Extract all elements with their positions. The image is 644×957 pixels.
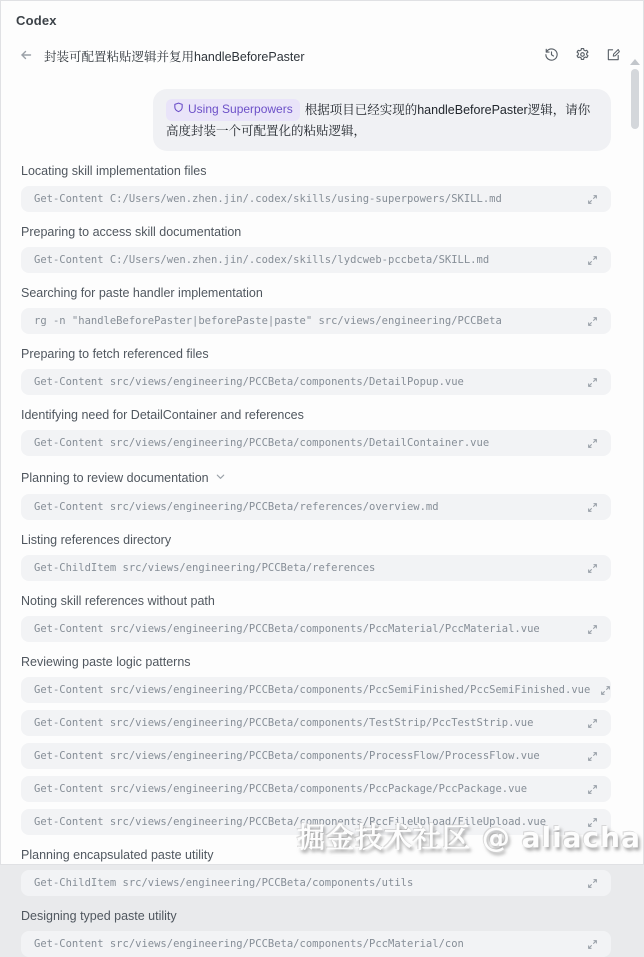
step-commands xyxy=(21,555,611,581)
command-text: Get-Content src/views/engineering/PCCBeta/components/TestStrip/PccTestStrip.vue xyxy=(34,717,534,730)
settings-button[interactable] xyxy=(573,45,592,67)
command-text: Get-Content src/views/engineering/PCCBeta/components/PccPackage/PccPackage.vue xyxy=(34,783,528,796)
step-label-row xyxy=(21,533,611,548)
task-header xyxy=(1,36,643,77)
expand-icon[interactable] xyxy=(587,255,598,266)
command-text: Get-Content C:/Users/wen.zhen.jin/.codex/skills/lydcweb-pccbeta/SKILL.md xyxy=(34,254,490,267)
back-button[interactable] xyxy=(17,46,35,67)
task-actions xyxy=(542,45,623,67)
command-text: rg -n "handleBeforePaster|beforePaste|paste" src/views/engineering/PCCBeta xyxy=(34,315,502,328)
step-label-row xyxy=(21,655,611,670)
step-commands xyxy=(21,870,611,896)
expand-icon[interactable] xyxy=(587,438,598,449)
command-block[interactable] xyxy=(21,186,611,212)
superpowers-badge xyxy=(166,99,300,121)
step-commands xyxy=(21,494,611,520)
expand-icon[interactable] xyxy=(587,624,598,635)
step-section xyxy=(21,408,611,456)
step-label-row xyxy=(21,347,611,362)
step-section xyxy=(21,164,611,212)
command-text: Get-Content src/views/engineering/PCCBeta/components/PccMaterial/con xyxy=(34,938,464,951)
command-block[interactable] xyxy=(21,677,611,703)
app-title: Codex xyxy=(16,13,57,28)
command-text: Get-Content src/views/engineering/PCCBeta/components/DetailContainer.vue xyxy=(34,437,490,450)
step-label: Reviewing paste logic patterns xyxy=(21,655,191,670)
command-block[interactable] xyxy=(21,931,611,957)
command-block[interactable] xyxy=(21,870,611,896)
watermark: 掘金技术社区 @ aliacha xyxy=(297,821,641,854)
step-section xyxy=(21,533,611,581)
arrow-left-icon xyxy=(19,48,33,65)
command-block[interactable] xyxy=(21,743,611,769)
app-header xyxy=(1,1,643,36)
command-block[interactable] xyxy=(21,369,611,395)
step-label: Searching for paste handler implementation xyxy=(21,286,263,301)
step-commands xyxy=(21,677,611,835)
step-commands xyxy=(21,308,611,334)
chevron-down-icon[interactable] xyxy=(215,469,226,487)
task-title: 封装可配置粘贴逻辑并复用handleBeforePaster xyxy=(44,50,305,64)
command-text: Get-Content C:/Users/wen.zhen.jin/.codex/skills/using-superpowers/SKILL.md xyxy=(34,193,502,206)
expand-icon[interactable] xyxy=(587,878,598,889)
step-label: Planning to review documentation xyxy=(21,470,209,485)
step-label-row xyxy=(21,594,611,609)
step-label-row xyxy=(21,164,611,179)
expand-icon[interactable] xyxy=(587,316,598,327)
expand-icon[interactable] xyxy=(587,751,598,762)
superpowers-icon xyxy=(173,100,184,119)
scrollbar-thumb[interactable] xyxy=(631,69,639,129)
step-section xyxy=(21,594,611,642)
step-label: Designing typed paste utility xyxy=(21,909,177,924)
step-label-row xyxy=(21,848,611,863)
step-label: Locating skill implementation files xyxy=(21,164,207,179)
step-label-row xyxy=(21,225,611,240)
expand-icon[interactable] xyxy=(587,194,598,205)
expand-icon[interactable] xyxy=(587,502,598,513)
command-block[interactable] xyxy=(21,555,611,581)
step-commands xyxy=(21,616,611,642)
expand-icon[interactable] xyxy=(587,817,598,828)
step-label: Preparing to fetch referenced files xyxy=(21,347,209,362)
step-section xyxy=(21,848,611,896)
command-text: Get-Content src/views/engineering/PCCBeta/components/PccMaterial/PccMaterial.vue xyxy=(34,623,540,636)
user-message-text: 根据项目已经实现的handleBeforePaster逻辑，请你高度封装一个可配置化的粘贴逻辑， xyxy=(166,103,591,139)
command-block[interactable] xyxy=(21,710,611,736)
expand-icon[interactable] xyxy=(600,685,611,696)
command-block[interactable] xyxy=(21,809,611,835)
command-block[interactable] xyxy=(21,430,611,456)
step-section xyxy=(21,469,611,520)
superpowers-badge-label: Using Superpowers xyxy=(188,102,293,116)
step-label-row xyxy=(21,469,611,487)
step-section xyxy=(21,909,611,957)
command-block[interactable] xyxy=(21,616,611,642)
command-text: Get-Content src/views/engineering/PCCBeta/references/overview.md xyxy=(34,501,439,514)
expand-icon[interactable] xyxy=(587,784,598,795)
expand-icon[interactable] xyxy=(587,939,598,950)
command-block[interactable] xyxy=(21,494,611,520)
step-section xyxy=(21,286,611,334)
step-label-row xyxy=(21,909,611,924)
scrollbar xyxy=(629,59,641,860)
step-commands xyxy=(21,186,611,212)
command-text: Get-Content src/views/engineering/PCCBeta/components/PccFileUpload/FileUpload.vue xyxy=(34,816,547,829)
settings-gear-icon xyxy=(575,47,590,65)
history-button[interactable] xyxy=(542,45,561,67)
scroll-up-arrow[interactable] xyxy=(630,59,640,65)
step-label: Preparing to access skill documentation xyxy=(21,225,242,240)
step-commands xyxy=(21,931,611,957)
step-label-row xyxy=(21,408,611,423)
steps-list xyxy=(21,164,611,957)
command-text: Get-ChildItem src/views/engineering/PCCBeta/references xyxy=(34,562,376,575)
command-block[interactable] xyxy=(21,247,611,273)
command-text: Get-Content src/views/engineering/PCCBeta/components/PccSemiFinished/PccSemiFinished.vue xyxy=(34,684,591,697)
expand-icon[interactable] xyxy=(587,377,598,388)
step-label: Listing references directory xyxy=(21,533,172,548)
conversation-area xyxy=(1,77,643,957)
new-task-icon xyxy=(606,47,621,65)
expand-icon[interactable] xyxy=(587,718,598,729)
new-task-button[interactable] xyxy=(604,45,623,67)
step-label-row xyxy=(21,286,611,301)
step-section xyxy=(21,655,611,835)
command-block[interactable] xyxy=(21,308,611,334)
step-commands xyxy=(21,369,611,395)
step-commands xyxy=(21,247,611,273)
step-section xyxy=(21,347,611,395)
step-label: Noting skill references without path xyxy=(21,594,215,609)
command-text: Get-ChildItem src/views/engineering/PCCBeta/components/utils xyxy=(34,877,414,890)
step-label: Planning encapsulated paste utility xyxy=(21,848,214,863)
expand-icon[interactable] xyxy=(587,563,598,574)
step-commands xyxy=(21,430,611,456)
command-text: Get-Content src/views/engineering/PCCBeta/components/DetailPopup.vue xyxy=(34,376,464,389)
step-label: Identifying need for DetailContainer and references xyxy=(21,408,304,423)
history-icon xyxy=(544,47,559,65)
command-text: Get-Content src/views/engineering/PCCBeta/components/ProcessFlow/ProcessFlow.vue xyxy=(34,750,540,763)
user-message-bubble xyxy=(153,89,611,151)
step-section xyxy=(21,225,611,273)
command-block[interactable] xyxy=(21,776,611,802)
